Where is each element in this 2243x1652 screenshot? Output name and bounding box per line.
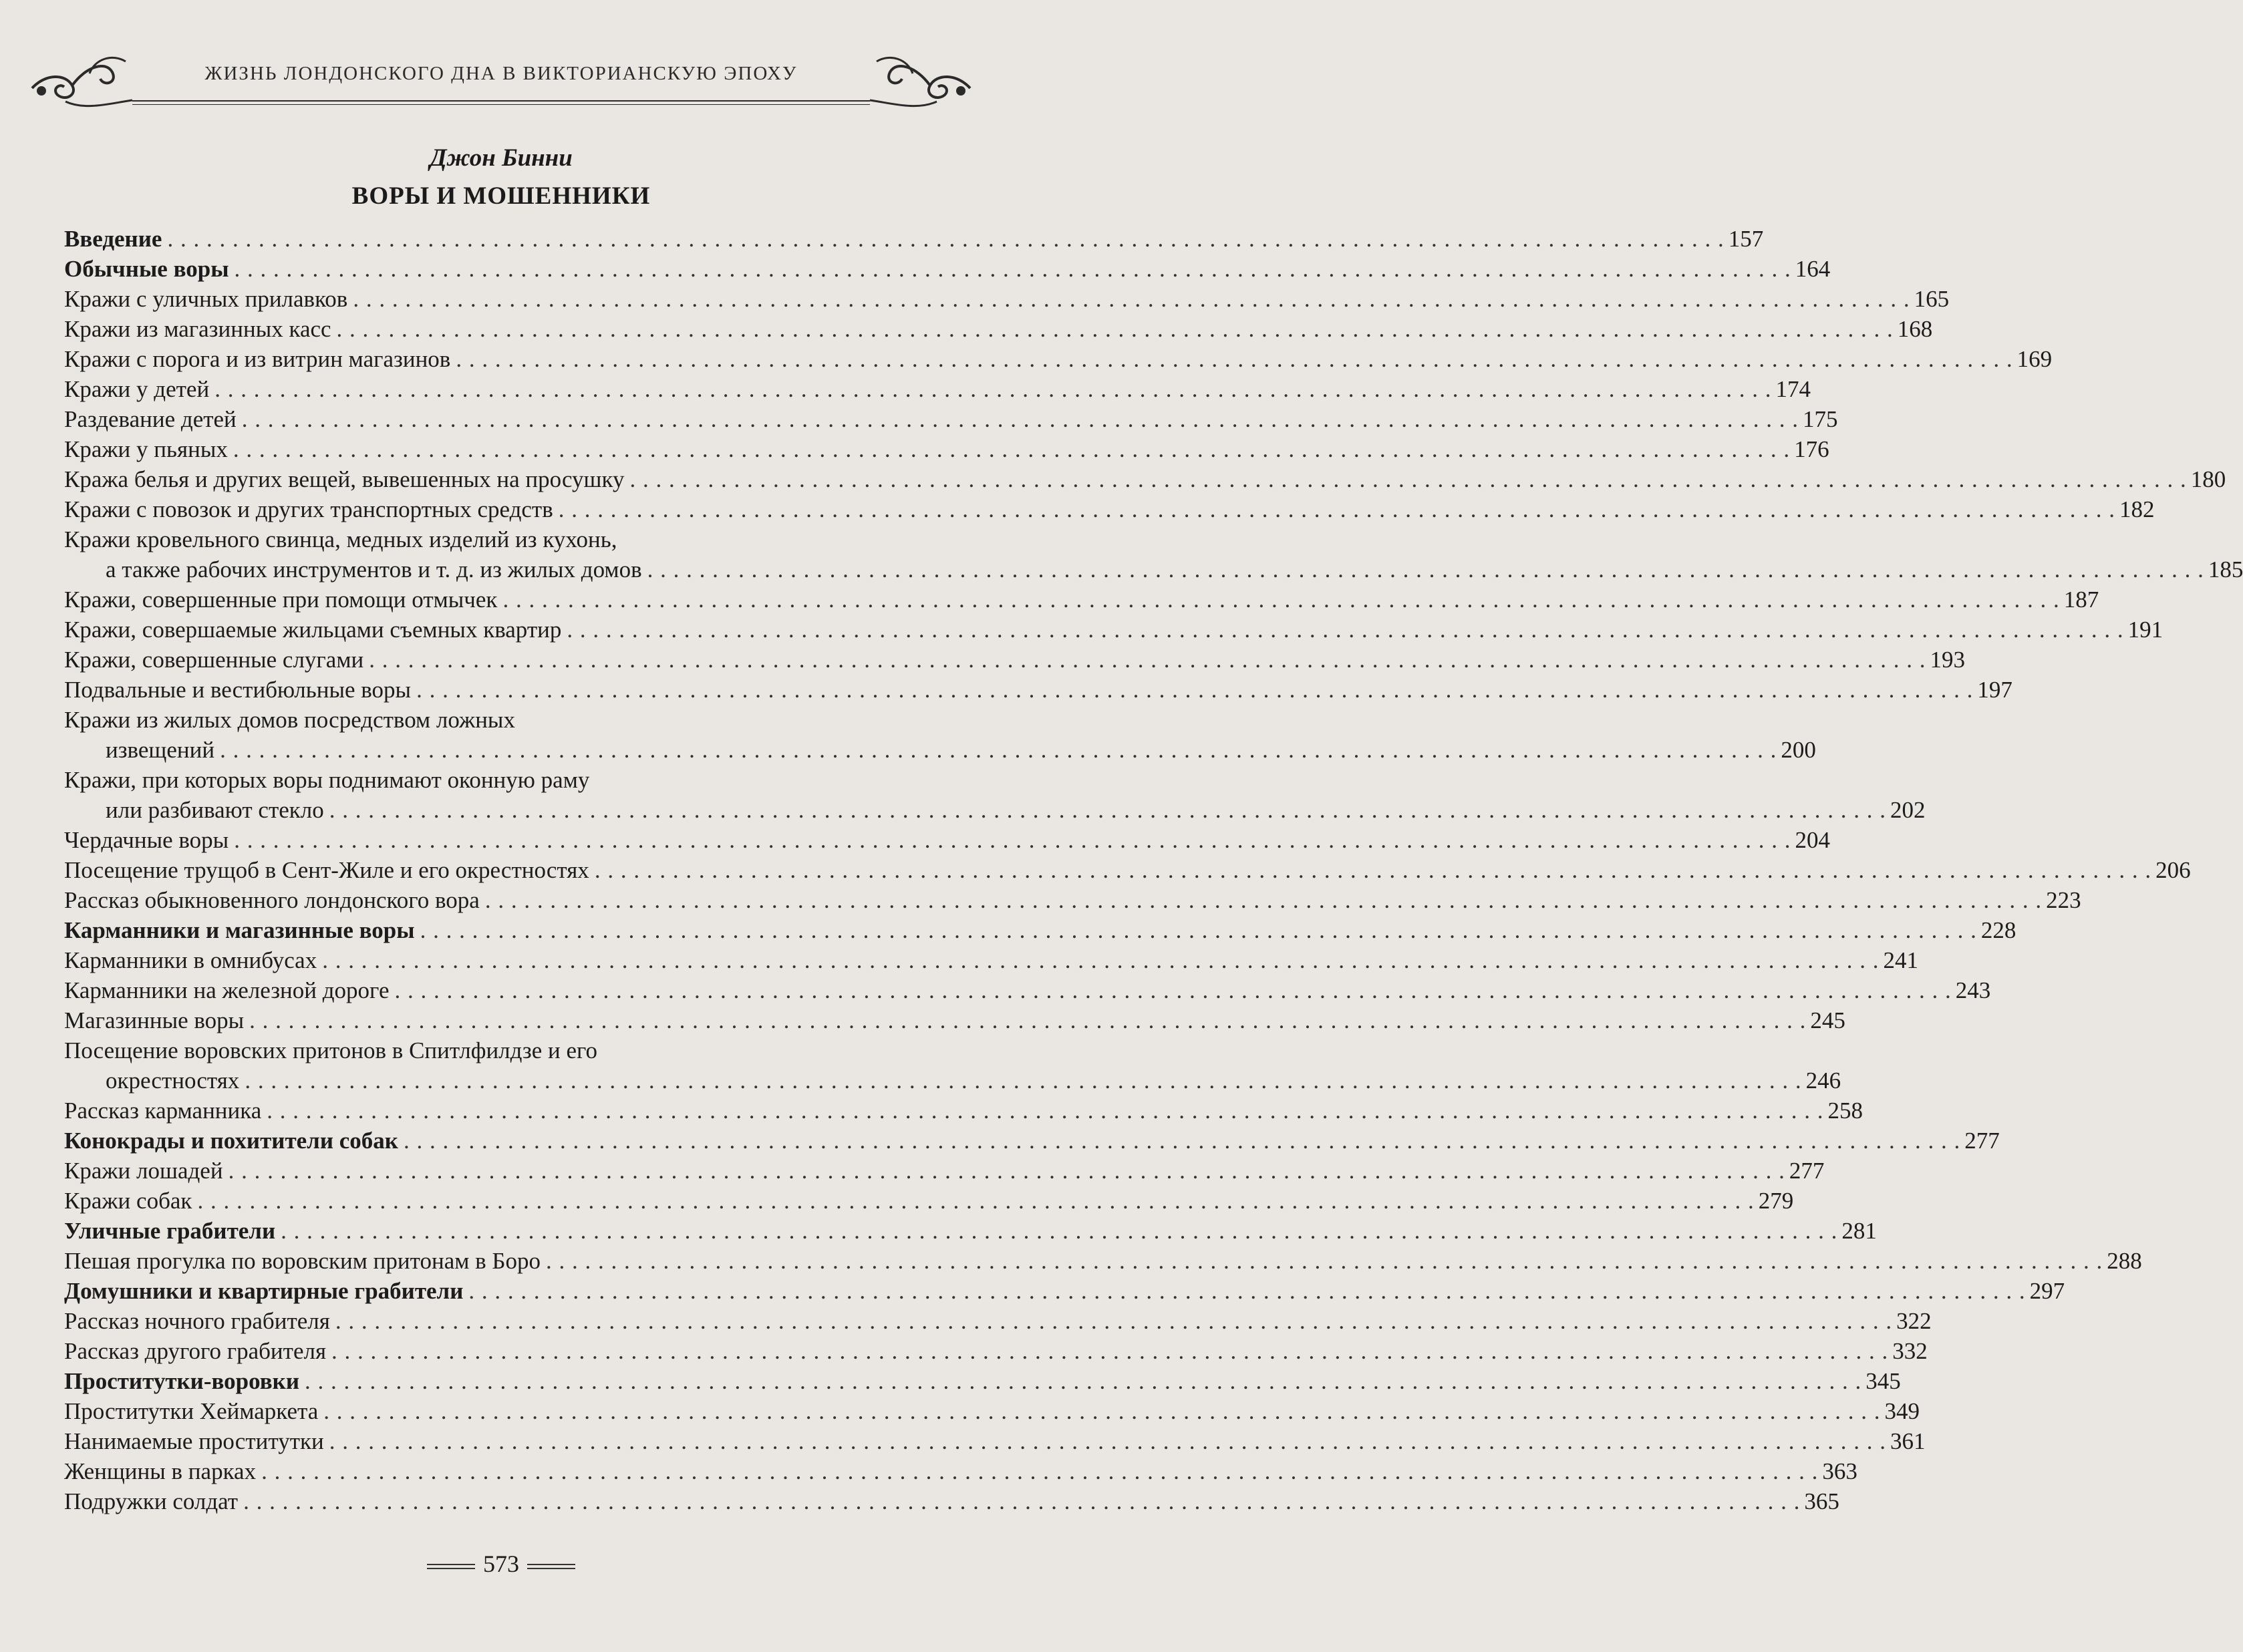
toc-entry [64,284,1950,314]
dot-leader: . . . . . . . . . . . . . . . . . . . . . . . . . . . . . . . . . . . . . . . . . . . . . . . . . . . . . . . . . . . . . . . . . . . . . . . . . . . . . . . . . . . . . . . . . . . . . . . . . . . . . . . . . . . . . . . . . . . . . . . . [558,496,2115,522]
dot-leader: . . . . . . . . . . . . . . . . . . . . . . . . . . . . . . . . . . . . . . . . . . . . . . . . . . . . . . . . . . . . . . . . . . . . . . . . . . . . . . . . . . . . . . . . . . . . . . . . . . . . . . . . . . . . . . . . . . . . . . . . [546,1248,2103,1274]
toc-entry-page: 185 [2208,556,2243,583]
dot-leader: . . . . . . . . . . . . . . . . . . . . . . . . . . . . . . . . . . . . . . . . . . . . . . . . . . . . . . . . . . . . . . . . . . . . . . . . . . . . . . . . . . . . . . . . . . . . . . . . . . . . . . . . . . . . . . . . . . . . . . . . [233,436,1791,462]
dot-leader: . . . . . . . . . . . . . . . . . . . . . . . . . . . . . . . . . . . . . . . . . . . . . . . . . . . . . . . . . . . . . . . . . . . . . . . . . . . . . . . . . . . . . . . . . . . . . . . . . . . . . . . . . . . . . . . . . . . . . . . . [167,226,1725,252]
toc-entry-label: Пешая прогулка по воровским притонам в Боро [64,1248,541,1274]
toc-entry-page: 169 [2016,346,2053,372]
dot-leader: . . . . . . . . . . . . . . . . . . . . . . . . . . . . . . . . . . . . . . . . . . . . . . . . . . . . . . . . . . . . . . . . . . . . . . . . . . . . . . . . . . . . . . . . . . . . . . . . . . . . . . . . . . . . . . . . . . . . . . . . [594,857,2152,883]
dot-leader: . . . . . . . . . . . . . . . . . . . . . . . . . . . . . . . . . . . . . . . . . . . . . . . . . . . . . . . . . . . . . . . . . . . . . . . . . . . . . . . . . . . . . . . . . . . . . . . . . . . . . . . . . . . . . . . . . . . . . . . . [304,1368,1862,1394]
dot-leader: . . . . . . . . . . . . . . . . . . . . . . . . . . . . . . . . . . . . . . . . . . . . . . . . . . . . . . . . . . . . . . . . . . . . . . . . . . . . . . . . . . . . . . . . . . . . . . . . . . . . . . . . . . . . . . . . . . . . . . . . [335,1308,1893,1334]
toc-entry [64,1246,2142,1276]
toc-entry-label: Женщины в парках [64,1458,257,1484]
toc-chapter [64,1126,2000,1156]
dot-leader: . . . . . . . . . . . . . . . . . . . . . . . . . . . . . . . . . . . . . . . . . . . . . . . . . . . . . . . . . . . . . . . . . . . . . . . . . . . . . . . . . . . . . . . . . . . . . . . . . . . . . . . . . . . . . . . . . . . . . . . . [456,346,2013,372]
toc-entry-page: 180 [2190,466,2226,492]
toc-entry-label: Карманники в омнибусах [64,947,317,973]
toc-entry [64,1456,1857,1486]
page-number: 573 [483,1550,519,1577]
toc-entry [64,825,1830,855]
toc-entry [64,945,1918,975]
toc-entry [64,1306,1932,1336]
toc-entry-page: 228 [1980,917,2016,943]
toc-chapter [64,1276,2065,1306]
toc-entry-label: извещений [106,737,215,763]
dot-leader: . . . . . . . . . . . . . . . . . . . . . . . . . . . . . . . . . . . . . . . . . . . . . . . . . . . . . . . . . . . . . . . . . . . . . . . . . . . . . . . . . . . . . . . . . . . . . . . . . . . . . . . . . . . . . . . . . . . . . . . . [353,286,1910,312]
toc-entry [64,374,1811,404]
toc-entry-label: Кражи с порога и из витрин магазинов [64,346,451,372]
toc-entry-label: Рассказ карманника [64,1098,262,1124]
toc-entry [64,1156,1825,1186]
dot-leader: . . . . . . . . . . . . . . . . . . . . . . . . . . . . . . . . . . . . . . . . . . . . . . . . . . . . . . . . . . . . . . . . . . . . . . . . . . . . . . . . . . . . . . . . . . . . . . . . . . . . . . . . . . . . . . . . . . . . . . . . [267,1098,1824,1124]
dot-leader: . . . . . . . . . . . . . . . . . . . . . . . . . . . . . . . . . . . . . . . . . . . . . . . . . . . . . . . . . . . . . . . . . . . . . . . . . . . . . . . . . . . . . . . . . . . . . . . . . . . . . . . . . . . . . . . . . . . . . . . . [484,887,2043,913]
toc-entry-page: 363 [1822,1458,1857,1484]
toc-entry-label: Карманники на железной дороге [64,977,390,1003]
toc-entry-page: 174 [1775,376,1811,402]
toc-entry [64,314,1933,344]
toc-entry-page: 365 [1804,1488,1839,1514]
toc-entry-label: Кражи, совершенные слугами [64,647,364,673]
toc-entry-page: 193 [1930,647,1965,673]
toc-entry-label: Кражи из магазинных касс [64,316,331,342]
toc-entry-label: Карманники и магазинные воры [64,917,415,943]
dot-leader: . . . . . . . . . . . . . . . . . . . . . . . . . . . . . . . . . . . . . . . . . . . . . . . . . . . . . . . . . . . . . . . . . . . . . . . . . . . . . . . . . . . . . . . . . . . . . . . . . . . . . . . . . . . . . . . . . . . . . . . . [249,1007,1807,1033]
toc-entry [64,494,2155,524]
toc-entry-label: Кражи собак [64,1188,192,1214]
dot-leader: . . . . . . . . . . . . . . . . . . . . . . . . . . . . . . . . . . . . . . . . . . . . . . . . . . . . . . . . . . . . . . . . . . . . . . . . . . . . . . . . . . . . . . . . . . . . . . . . . . . . . . . . . . . . . . . . . . . . . . . . [403,1128,1961,1154]
toc-entry-line: Посещение воровских притонов в Спитлфилдзе и его [64,1037,597,1063]
toc-entry-label: Рассказ другого грабителя [64,1338,327,1364]
toc-entry-page: 349 [1884,1398,1920,1424]
toc-chapter [64,915,2016,945]
toc-entry-label: Уличные грабители [64,1218,276,1244]
author-name: Джон Бинни [430,144,573,172]
header-rule-thin [132,104,870,105]
toc-entry-page: 322 [1896,1308,1932,1334]
toc-entry-page: 200 [1781,737,1816,763]
toc-chapter [64,254,1831,284]
toc-entry-page: 332 [1892,1338,1928,1364]
toc-entry-label: Нанимаемые проститутки [64,1428,324,1454]
toc-entry-page: 187 [2063,587,2099,613]
dot-leader: . . . . . . . . . . . . . . . . . . . . . . . . . . . . . . . . . . . . . . . . . . . . . . . . . . . . . . . . . . . . . . . . . . . . . . . . . . . . . . . . . . . . . . . . . . . . . . . . . . . . . . . . . . . . . . . . . . . . . . . . [420,917,1977,943]
toc-entry [64,1005,1845,1035]
toc-entry-page: 223 [2046,887,2081,913]
toc-entry-page: 277 [1964,1128,2000,1154]
dot-leader: . . . . . . . . . . . . . . . . . . . . . . . . . . . . . . . . . . . . . . . . . . . . . . . . . . . . . . . . . . . . . . . . . . . . . . . . . . . . . . . . . . . . . . . . . . . . . . . . . . . . . . . . . . . . . . . . . . . . . . . . [647,556,2204,583]
toc-entry [64,795,1926,825]
toc-entry [64,975,1991,1005]
toc-entry-label: Кражи у пьяных [64,436,228,462]
dot-leader: . . . . . . . . . . . . . . . . . . . . . . . . . . . . . . . . . . . . . . . . . . . . . . . . . . . . . . . . . . . . . . . . . . . . . . . . . . . . . . . . . . . . . . . . . . . . . . . . . . . . . . . . . . . . . . . . . . . . . . . . [502,587,2060,613]
toc-entry-line: Кражи кровельного свинца, медных изделий из кухонь, [64,526,617,552]
dot-leader: . . . . . . . . . . . . . . . . . . . . . . . . . . . . . . . . . . . . . . . . . . . . . . . . . . . . . . . . . . . . . . . . . . . . . . . . . . . . . . . . . . . . . . . . . . . . . . . . . . . . . . . . . . . . . . . . . . . . . . . . [241,406,1799,432]
footer-rule-left [427,1564,475,1569]
toc-entry-label: или разбивают стекло [106,797,324,823]
dot-leader: . . . . . . . . . . . . . . . . . . . . . . . . . . . . . . . . . . . . . . . . . . . . . . . . . . . . . . . . . . . . . . . . . . . . . . . . . . . . . . . . . . . . . . . . . . . . . . . . . . . . . . . . . . . . . . . . . . . . . . . . [629,466,2187,492]
dot-leader: . . . . . . . . . . . . . . . . . . . . . . . . . . . . . . . . . . . . . . . . . . . . . . . . . . . . . . . . . . . . . . . . . . . . . . . . . . . . . . . . . . . . . . . . . . . . . . . . . . . . . . . . . . . . . . . . . . . . . . . . [331,1338,1889,1364]
toc-entry-page: 279 [1758,1188,1794,1214]
dot-leader: . . . . . . . . . . . . . . . . . . . . . . . . . . . . . . . . . . . . . . . . . . . . . . . . . . . . . . . . . . . . . . . . . . . . . . . . . . . . . . . . . . . . . . . . . . . . . . . . . . . . . . . . . . . . . . . . . . . . . . . . [220,737,1777,763]
toc-entry-label: Введение [64,226,162,252]
dot-leader: . . . . . . . . . . . . . . . . . . . . . . . . . . . . . . . . . . . . . . . . . . . . . . . . . . . . . . . . . . . . . . . . . . . . . . . . . . . . . . . . . . . . . . . . . . . . . . . . . . . . . . . . . . . . . . . . . . . . . . . . [197,1188,1755,1214]
toc-entry-label: Конокрады и похитители собак [64,1128,398,1154]
toc-entry [64,585,2099,615]
toc-entry [64,615,2163,645]
toc-entry-page: 191 [2127,617,2163,643]
toc-entry [64,1065,1841,1096]
toc-entry [64,855,2191,885]
toc-entry-label: Домушники и квартирные грабители [64,1278,464,1304]
toc-entry-page: 258 [1827,1098,1863,1124]
toc-entry [64,1396,1920,1426]
toc-entry-label: Подружки солдат [64,1488,239,1514]
dot-leader: . . . . . . . . . . . . . . . . . . . . . . . . . . . . . . . . . . . . . . . . . . . . . . . . . . . . . . . . . . . . . . . . . . . . . . . . . . . . . . . . . . . . . . . . . . . . . . . . . . . . . . . . . . . . . . . . . . . . . . . . [567,617,2124,643]
toc-chapter [64,224,1764,254]
toc-entry [64,1186,1794,1216]
toc-entry-page: 206 [2155,857,2191,883]
toc-entry-label: Чердачные воры [64,827,229,853]
toc-entry-page: 297 [2029,1278,2065,1304]
toc-entry-page: 182 [2119,496,2155,522]
toc-entry-label: Кражи с уличных прилавков [64,286,348,312]
dot-leader: . . . . . . . . . . . . . . . . . . . . . . . . . . . . . . . . . . . . . . . . . . . . . . . . . . . . . . . . . . . . . . . . . . . . . . . . . . . . . . . . . . . . . . . . . . . . . . . . . . . . . . . . . . . . . . . . . . . . . . . . [234,827,1791,853]
toc-entry-page: 277 [1789,1158,1825,1184]
toc-entry-label: Магазинные воры [64,1007,245,1033]
dot-leader: . . . . . . . . . . . . . . . . . . . . . . . . . . . . . . . . . . . . . . . . . . . . . . . . . . . . . . . . . . . . . . . . . . . . . . . . . . . . . . . . . . . . . . . . . . . . . . . . . . . . . . . . . . . . . . . . . . . . . . . . [261,1458,1819,1484]
toc-entry-page: 157 [1728,226,1764,252]
toc-entry [64,404,1838,434]
running-header [25,47,977,107]
toc-entry-page: 243 [1955,977,1991,1003]
toc-entry-page: 202 [1890,797,1926,823]
toc-entry-page: 241 [1883,947,1918,973]
toc-entry-page: 197 [1977,677,2012,703]
dot-leader: . . . . . . . . . . . . . . . . . . . . . . . . . . . . . . . . . . . . . . . . . . . . . . . . . . . . . . . . . . . . . . . . . . . . . . . . . . . . . . . . . . . . . . . . . . . . . . . . . . . . . . . . . . . . . . . . . . . . . . . . [234,256,1791,282]
toc-entry-page: 245 [1810,1007,1845,1033]
toc-entry-page: 175 [1803,406,1838,432]
dot-leader: . . . . . . . . . . . . . . . . . . . . . . . . . . . . . . . . . . . . . . . . . . . . . . . . . . . . . . . . . . . . . . . . . . . . . . . . . . . . . . . . . . . . . . . . . . . . . . . . . . . . . . . . . . . . . . . . . . . . . . . . [281,1218,1838,1244]
toc-entry-page: 164 [1795,256,1831,282]
dot-leader: . . . . . . . . . . . . . . . . . . . . . . . . . . . . . . . . . . . . . . . . . . . . . . . . . . . . . . . . . . . . . . . . . . . . . . . . . . . . . . . . . . . . . . . . . . . . . . . . . . . . . . . . . . . . . . . . . . . . . . . . [329,1428,1886,1454]
toc-entry [64,1096,1863,1126]
toc-entry-label: Кражи с повозок и других транспортных средств [64,496,553,522]
dot-leader: . . . . . . . . . . . . . . . . . . . . . . . . . . . . . . . . . . . . . . . . . . . . . . . . . . . . . . . . . . . . . . . . . . . . . . . . . . . . . . . . . . . . . . . . . . . . . . . . . . . . . . . . . . . . . . . . . . . . . . . . [323,1398,1881,1424]
dot-leader: . . . . . . . . . . . . . . . . . . . . . . . . . . . . . . . . . . . . . . . . . . . . . . . . . . . . . . . . . . . . . . . . . . . . . . . . . . . . . . . . . . . . . . . . . . . . . . . . . . . . . . . . . . . . . . . . . . . . . . . . [243,1488,1801,1514]
toc-entry-label: Посещение трущоб в Сент-Жиле и его окрестностях [64,857,589,883]
toc-entry-label: Кражи лошадей [64,1158,223,1184]
toc-entry [64,1426,1926,1456]
dot-leader: . . . . . . . . . . . . . . . . . . . . . . . . . . . . . . . . . . . . . . . . . . . . . . . . . . . . . . . . . . . . . . . . . . . . . . . . . . . . . . . . . . . . . . . . . . . . . . . . . . . . . . . . . . . . . . . . . . . . . . . . [468,1278,2026,1304]
dot-leader: . . . . . . . . . . . . . . . . . . . . . . . . . . . . . . . . . . . . . . . . . . . . . . . . . . . . . . . . . . . . . . . . . . . . . . . . . . . . . . . . . . . . . . . . . . . . . . . . . . . . . . . . . . . . . . . . . . . . . . . . [369,647,1926,673]
dot-leader: . . . . . . . . . . . . . . . . . . . . . . . . . . . . . . . . . . . . . . . . . . . . . . . . . . . . . . . . . . . . . . . . . . . . . . . . . . . . . . . . . . . . . . . . . . . . . . . . . . . . . . . . . . . . . . . . . . . . . . . . [322,947,1880,973]
toc-entry-page: 176 [1794,436,1829,462]
toc-entry-page: 204 [1795,827,1830,853]
toc-entry [64,434,1829,464]
toc-chapter [64,1216,1877,1246]
table-of-contents [64,224,2243,1516]
dot-leader: . . . . . . . . . . . . . . . . . . . . . . . . . . . . . . . . . . . . . . . . . . . . . . . . . . . . . . . . . . . . . . . . . . . . . . . . . . . . . . . . . . . . . . . . . . . . . . . . . . . . . . . . . . . . . . . . . . . . . . . . [329,797,1886,823]
dot-leader: . . . . . . . . . . . . . . . . . . . . . . . . . . . . . . . . . . . . . . . . . . . . . . . . . . . . . . . . . . . . . . . . . . . . . . . . . . . . . . . . . . . . . . . . . . . . . . . . . . . . . . . . . . . . . . . . . . . . . . . . [416,677,1974,703]
toc-entry [64,735,1816,765]
toc-entry-label: Кражи у детей [64,376,210,402]
toc-entry [64,464,2226,494]
toc-entry-page: 165 [1914,286,1950,312]
toc-chapter [64,1366,1901,1396]
toc-entry-label: Кража белья и других вещей, вывешенных на просушку [64,466,625,492]
header-rule [132,100,870,102]
toc-entry-label: а также рабочих инструментов и т. д. из жилых домов [106,556,642,583]
toc-entry-page: 281 [1841,1218,1877,1244]
dot-leader: . . . . . . . . . . . . . . . . . . . . . . . . . . . . . . . . . . . . . . . . . . . . . . . . . . . . . . . . . . . . . . . . . . . . . . . . . . . . . . . . . . . . . . . . . . . . . . . . . . . . . . . . . . . . . . . . . . . . . . . . [228,1158,1785,1184]
toc-entry-label: Проститутки-воровки [64,1368,299,1394]
toc-entry-page: 345 [1865,1368,1901,1394]
toc-entry-label: Кражи, совершаемые жильцами съемных квартир [64,617,562,643]
toc-entry [64,885,2081,915]
toc-entry-label: окрестностях [106,1067,240,1094]
toc-entry [64,344,2053,374]
toc-entry-label: Обычные воры [64,256,229,282]
toc-entry-label: Кражи, совершенные при помощи отмычек [64,587,498,613]
toc-entry [64,645,1965,675]
footer-rule-right [527,1564,575,1569]
toc-entry [64,1336,1928,1366]
dot-leader: . . . . . . . . . . . . . . . . . . . . . . . . . . . . . . . . . . . . . . . . . . . . . . . . . . . . . . . . . . . . . . . . . . . . . . . . . . . . . . . . . . . . . . . . . . . . . . . . . . . . . . . . . . . . . . . . . . . . . . . . [394,977,1952,1003]
toc-entry-page: 361 [1890,1428,1926,1454]
toc-entry [64,554,2243,585]
toc-entry-page: 168 [1897,316,1933,342]
dot-leader: . . . . . . . . . . . . . . . . . . . . . . . . . . . . . . . . . . . . . . . . . . . . . . . . . . . . . . . . . . . . . . . . . . . . . . . . . . . . . . . . . . . . . . . . . . . . . . . . . . . . . . . . . . . . . . . . . . . . . . . . [245,1067,1802,1094]
dot-leader: . . . . . . . . . . . . . . . . . . . . . . . . . . . . . . . . . . . . . . . . . . . . . . . . . . . . . . . . . . . . . . . . . . . . . . . . . . . . . . . . . . . . . . . . . . . . . . . . . . . . . . . . . . . . . . . . . . . . . . . . [214,376,1772,402]
toc-entry-label: Рассказ ночного грабителя [64,1308,330,1334]
toc-entry [64,1486,1839,1516]
toc-entry-label: Раздевание детей [64,406,237,432]
section-title: ВОРЫ И МОШЕННИКИ [351,182,651,210]
toc-entry-line: Кражи, при которых воры поднимают оконную раму [64,767,590,793]
toc-entry-page: 246 [1805,1067,1841,1094]
toc-entry [64,675,2012,705]
dot-leader: . . . . . . . . . . . . . . . . . . . . . . . . . . . . . . . . . . . . . . . . . . . . . . . . . . . . . . . . . . . . . . . . . . . . . . . . . . . . . . . . . . . . . . . . . . . . . . . . . . . . . . . . . . . . . . . . . . . . . . . . [336,316,1894,342]
toc-entry-label: Подвальные и вестибюльные воры [64,677,412,703]
toc-entry-label: Проститутки Хеймаркета [64,1398,319,1424]
toc-entry-line: Кражи из жилых домов посредством ложных [64,707,515,733]
toc-entry-label: Рассказ обыкновенного лондонского вора [64,887,480,913]
running-title: ЖИЗНЬ ЛОНДОНСКОГО ДНА В ВИКТОРИАНСКУЮ ЭПОХУ [204,63,798,84]
toc-entry-page: 288 [2107,1248,2142,1274]
page-footer [0,1550,1002,1578]
